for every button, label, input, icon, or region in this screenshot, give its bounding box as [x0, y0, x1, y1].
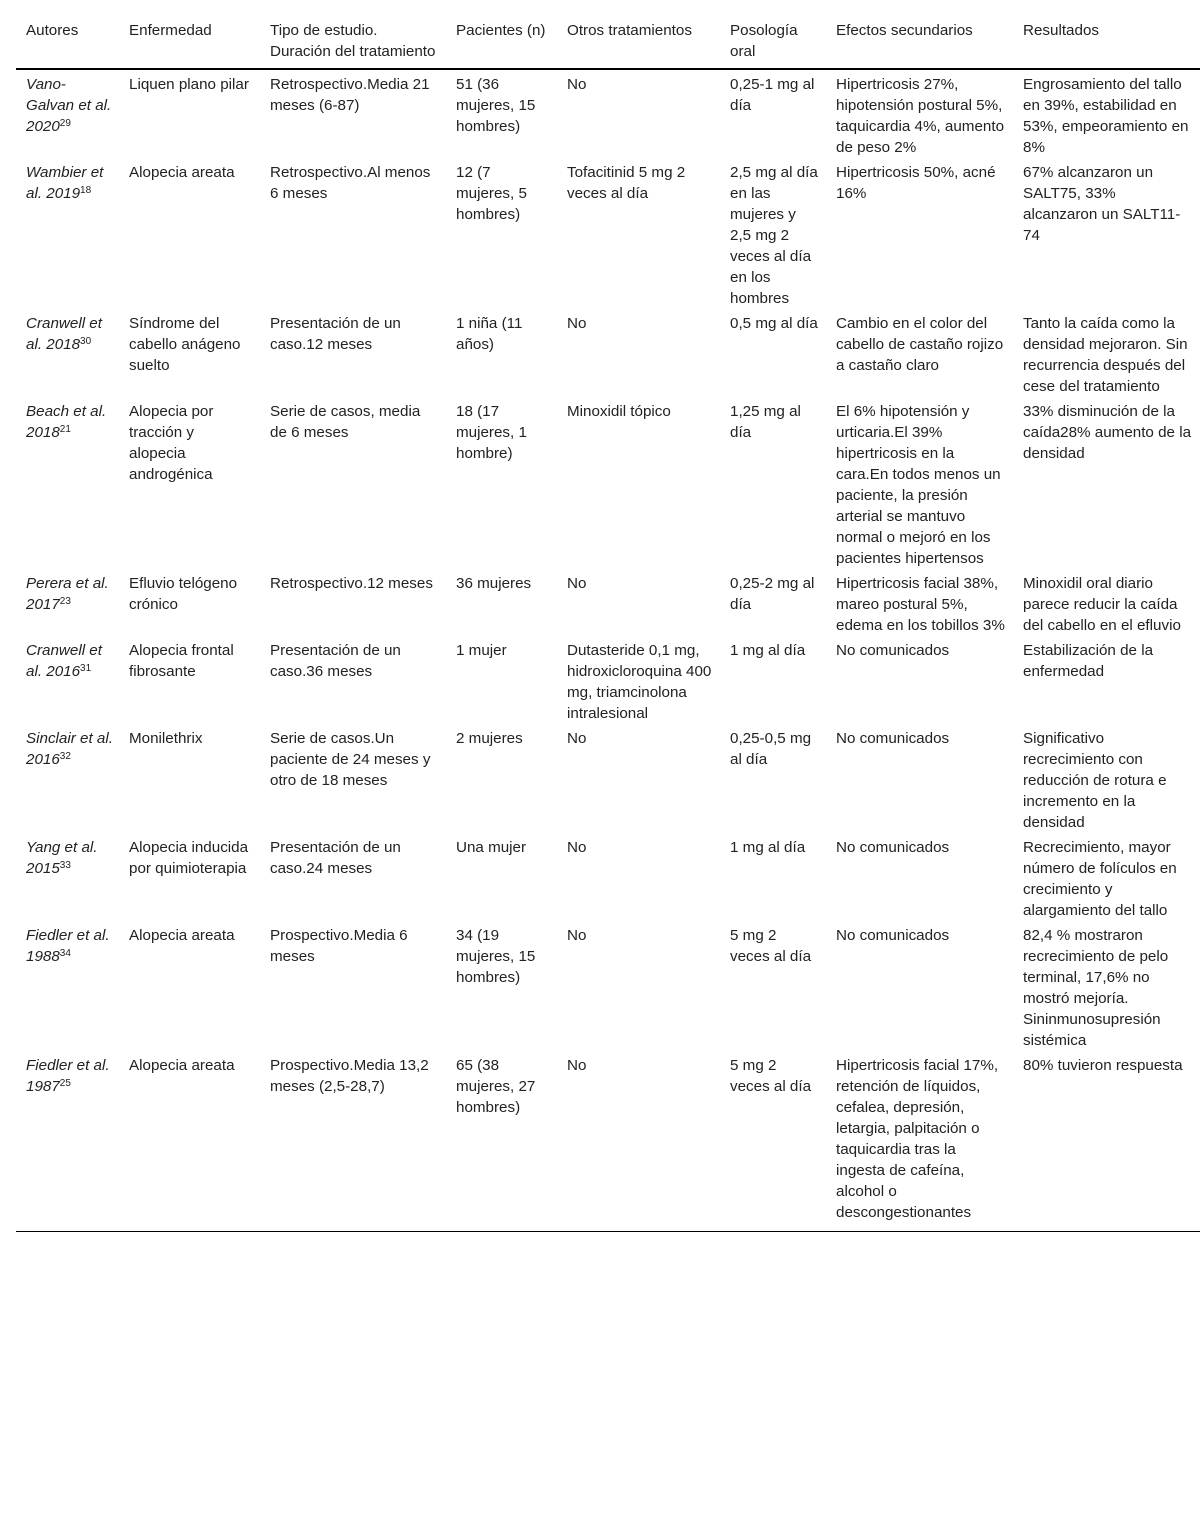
disease-cell: Monilethrix	[129, 730, 203, 747]
results-cell: 80% tuvieron respuesta	[1013, 1053, 1200, 1232]
author-cell	[16, 399, 119, 571]
side-effects-cell: El 6% hipotensión y urticaria.El 39% hipertricosis en la cara.En todos menos un paciente, la presión arterial se mantuvo normal o mejoró en los pacientes hipertensos	[836, 403, 1001, 567]
results-cell: 82,4 % mostraron recrecimiento de pelo terminal, 17,6% no mostró mejoría. Sininmunosupresión sistémica	[1023, 927, 1169, 1049]
study-cell: Presentación de un caso.24 meses	[270, 839, 401, 877]
side-effects-cell: No comunicados	[836, 730, 950, 747]
dose-cell: 1,25 mg al día	[730, 403, 801, 441]
table-row	[16, 923, 1200, 1053]
author-name: Beach et al. 2018	[26, 403, 107, 441]
reference-number: 23	[59, 596, 71, 607]
study-cell: Prospectivo.Media 13,2 meses (2,5-28,7)	[260, 1053, 446, 1232]
dose-cell: 5 mg 2 veces al día	[730, 927, 812, 965]
disease-cell: Síndrome del cabello anágeno suelto	[129, 315, 241, 374]
side-effects-cell: Hipertricosis facial 38%, mareo postural 5%, edema en los tobillos 3%	[836, 575, 1005, 634]
author-name: Fiedler et al. 1987	[26, 1057, 110, 1095]
study-cell: Presentación de un caso.36 meses	[270, 642, 401, 680]
author-cell	[16, 835, 119, 923]
reference-number: 30	[80, 336, 92, 347]
table-row	[16, 835, 1200, 923]
disease-cell: Efluvio telógeno crónico	[129, 575, 238, 613]
patients-cell: 12 (7 mujeres, 5 hombres)	[456, 164, 527, 223]
reference-number: 31	[80, 663, 92, 674]
study-cell: Serie de casos, media de 6 meses	[270, 403, 421, 441]
dose-cell: 0,5 mg al día	[730, 315, 818, 332]
table-row	[16, 1053, 1200, 1232]
patients-cell: 2 mujeres	[456, 730, 523, 747]
author-name: Cranwell et al. 2018	[26, 315, 102, 353]
patients-cell: Una mujer	[456, 839, 527, 856]
reference-number: 34	[59, 948, 71, 959]
author-name: Cranwell et al. 2016	[26, 642, 102, 680]
reference-number: 33	[59, 860, 71, 871]
results-cell: Engrosamiento del tallo en 39%, estabilidad en 53%, empeoramiento en 8%	[1023, 76, 1189, 156]
results-cell: 33% disminución de la caída28% aumento de la densidad	[1023, 403, 1192, 462]
patients-cell: 51 (36 mujeres, 15 hombres)	[456, 76, 536, 135]
header-posologia: Posología oral	[720, 10, 826, 69]
study-cell: Serie de casos.Un paciente de 24 meses y otro de 18 meses	[270, 730, 431, 789]
other-treatments-cell: No	[567, 315, 587, 332]
other-treatments-cell: Minoxidil tópico	[567, 403, 671, 420]
side-effects-cell: Hipertricosis 50%, acné 16%	[836, 164, 996, 202]
patients-cell: 34 (19 mujeres, 15 hombres)	[456, 927, 536, 986]
disease-cell: Alopecia areata	[129, 927, 235, 944]
dose-cell: 5 mg 2 veces al día	[720, 1053, 826, 1232]
study-cell: Retrospectivo.Media 21 meses (6-87)	[270, 76, 430, 114]
table-row	[16, 571, 1200, 638]
study-cell: Retrospectivo.12 meses	[270, 575, 433, 592]
reference-number: 29	[59, 118, 71, 129]
side-effects-cell: No comunicados	[836, 642, 950, 659]
header-enfermedad: Enfermedad	[119, 10, 260, 69]
patients-cell: 18 (17 mujeres, 1 hombre)	[456, 403, 527, 462]
results-cell: Recrecimiento, mayor número de folículos en crecimiento y alargamiento del tallo	[1023, 839, 1177, 919]
results-cell: Tanto la caída como la densidad mejoraron. Sin recurrencia después del cese del tratamiento	[1023, 315, 1188, 395]
author-name: Perera et al. 2017	[26, 575, 109, 613]
author-name: Wambier et al. 2019	[26, 164, 104, 202]
reference-number: 32	[59, 751, 71, 762]
header-row	[16, 10, 1200, 69]
header-otros-tratamientos: Otros tratamientos	[557, 10, 720, 69]
author-cell	[16, 726, 119, 835]
table-row	[16, 638, 1200, 726]
study-cell: Prospectivo.Media 6 meses	[270, 927, 408, 965]
header-tipo-estudio: Tipo de estudio. Duración del tratamiento	[260, 10, 446, 69]
results-cell: Estabilización de la enfermedad	[1023, 642, 1154, 680]
patients-cell: 36 mujeres	[456, 575, 532, 592]
dose-cell: 2,5 mg al día en las mujeres y 2,5 mg 2 veces al día en los hombres	[730, 164, 818, 307]
other-treatments-cell: No	[567, 730, 587, 747]
author-name: Yang et al. 2015	[26, 839, 98, 877]
dose-cell: 0,25-0,5 mg al día	[730, 730, 812, 768]
disease-cell: Alopecia inducida por quimioterapia	[129, 839, 249, 877]
dose-cell: 1 mg al día	[730, 642, 806, 659]
table-row	[16, 311, 1200, 399]
dose-cell: 0,25-1 mg al día	[730, 76, 815, 114]
table-row	[16, 399, 1200, 571]
author-cell	[16, 923, 119, 1053]
author-cell	[16, 160, 119, 311]
side-effects-cell: Cambio en el color del cabello de castaño rojizo a castaño claro	[836, 315, 1004, 374]
reference-number: 25	[59, 1078, 71, 1089]
author-name: Fiedler et al. 1988	[26, 927, 110, 965]
other-treatments-cell: No	[567, 575, 587, 592]
other-treatments-cell: No	[557, 1053, 720, 1232]
results-cell: Significativo recrecimiento con reducción de rotura e incremento en la densidad	[1023, 730, 1167, 831]
author-cell	[16, 311, 119, 399]
other-treatments-cell: Dutasteride 0,1 mg, hidroxicloroquina 400 mg, triamcinolona intralesional	[567, 642, 712, 722]
table-row	[16, 69, 1200, 160]
disease-cell: Alopecia areata	[129, 164, 235, 181]
side-effects-cell: Hipertricosis 27%, hipotensión postural 5%, taquicardia 4%, aumento de peso 2%	[836, 76, 1005, 156]
author-cell	[16, 571, 119, 638]
header-pacientes: Pacientes (n)	[446, 10, 557, 69]
results-cell: 67% alcanzaron un SALT75, 33% alcanzaron un SALT11-74	[1023, 164, 1181, 244]
author-cell	[16, 69, 119, 160]
disease-cell: Liquen plano pilar	[129, 76, 249, 93]
patients-cell: 1 mujer	[456, 642, 507, 659]
author-name: Sinclair et al. 2016	[26, 730, 113, 768]
header-autores: Autores	[16, 10, 119, 69]
header-efectos: Efectos secundarios	[826, 10, 1013, 69]
other-treatments-cell: No	[567, 927, 587, 944]
side-effects-cell: No comunicados	[836, 839, 950, 856]
patients-cell: 65 (38 mujeres, 27 hombres)	[446, 1053, 557, 1232]
disease-cell: Alopecia areata	[119, 1053, 260, 1232]
table-row	[16, 160, 1200, 311]
patients-cell: 1 niña (11 años)	[456, 315, 523, 353]
author-cell	[16, 1053, 119, 1232]
reference-number: 21	[59, 424, 71, 435]
other-treatments-cell: No	[567, 839, 587, 856]
author-cell	[16, 638, 119, 726]
author-name: Vano-Galvan et al. 2020	[26, 76, 112, 135]
header-resultados: Resultados	[1013, 10, 1200, 69]
side-effects-cell: No comunicados	[836, 927, 950, 944]
studies-table	[16, 10, 1200, 1232]
disease-cell: Alopecia frontal fibrosante	[129, 642, 234, 680]
study-cell: Presentación de un caso.12 meses	[270, 315, 401, 353]
results-cell: Minoxidil oral diario parece reducir la caída del cabello en el efluvio	[1023, 575, 1181, 634]
disease-cell: Alopecia por tracción y alopecia androgénica	[129, 403, 214, 483]
other-treatments-cell: No	[567, 76, 587, 93]
table-row	[16, 726, 1200, 835]
reference-number: 18	[80, 185, 92, 196]
dose-cell: 1 mg al día	[730, 839, 806, 856]
side-effects-cell: Hipertricosis facial 17%, retención de líquidos, cefalea, depresión, letargia, palpitación o taquicardia tras la ingesta de cafeína, alcohol o descongestionantes	[826, 1053, 1013, 1232]
study-cell: Retrospectivo.Al menos 6 meses	[270, 164, 431, 202]
dose-cell: 0,25-2 mg al día	[730, 575, 815, 613]
other-treatments-cell: Tofacitinid 5 mg 2 veces al día	[567, 164, 686, 202]
